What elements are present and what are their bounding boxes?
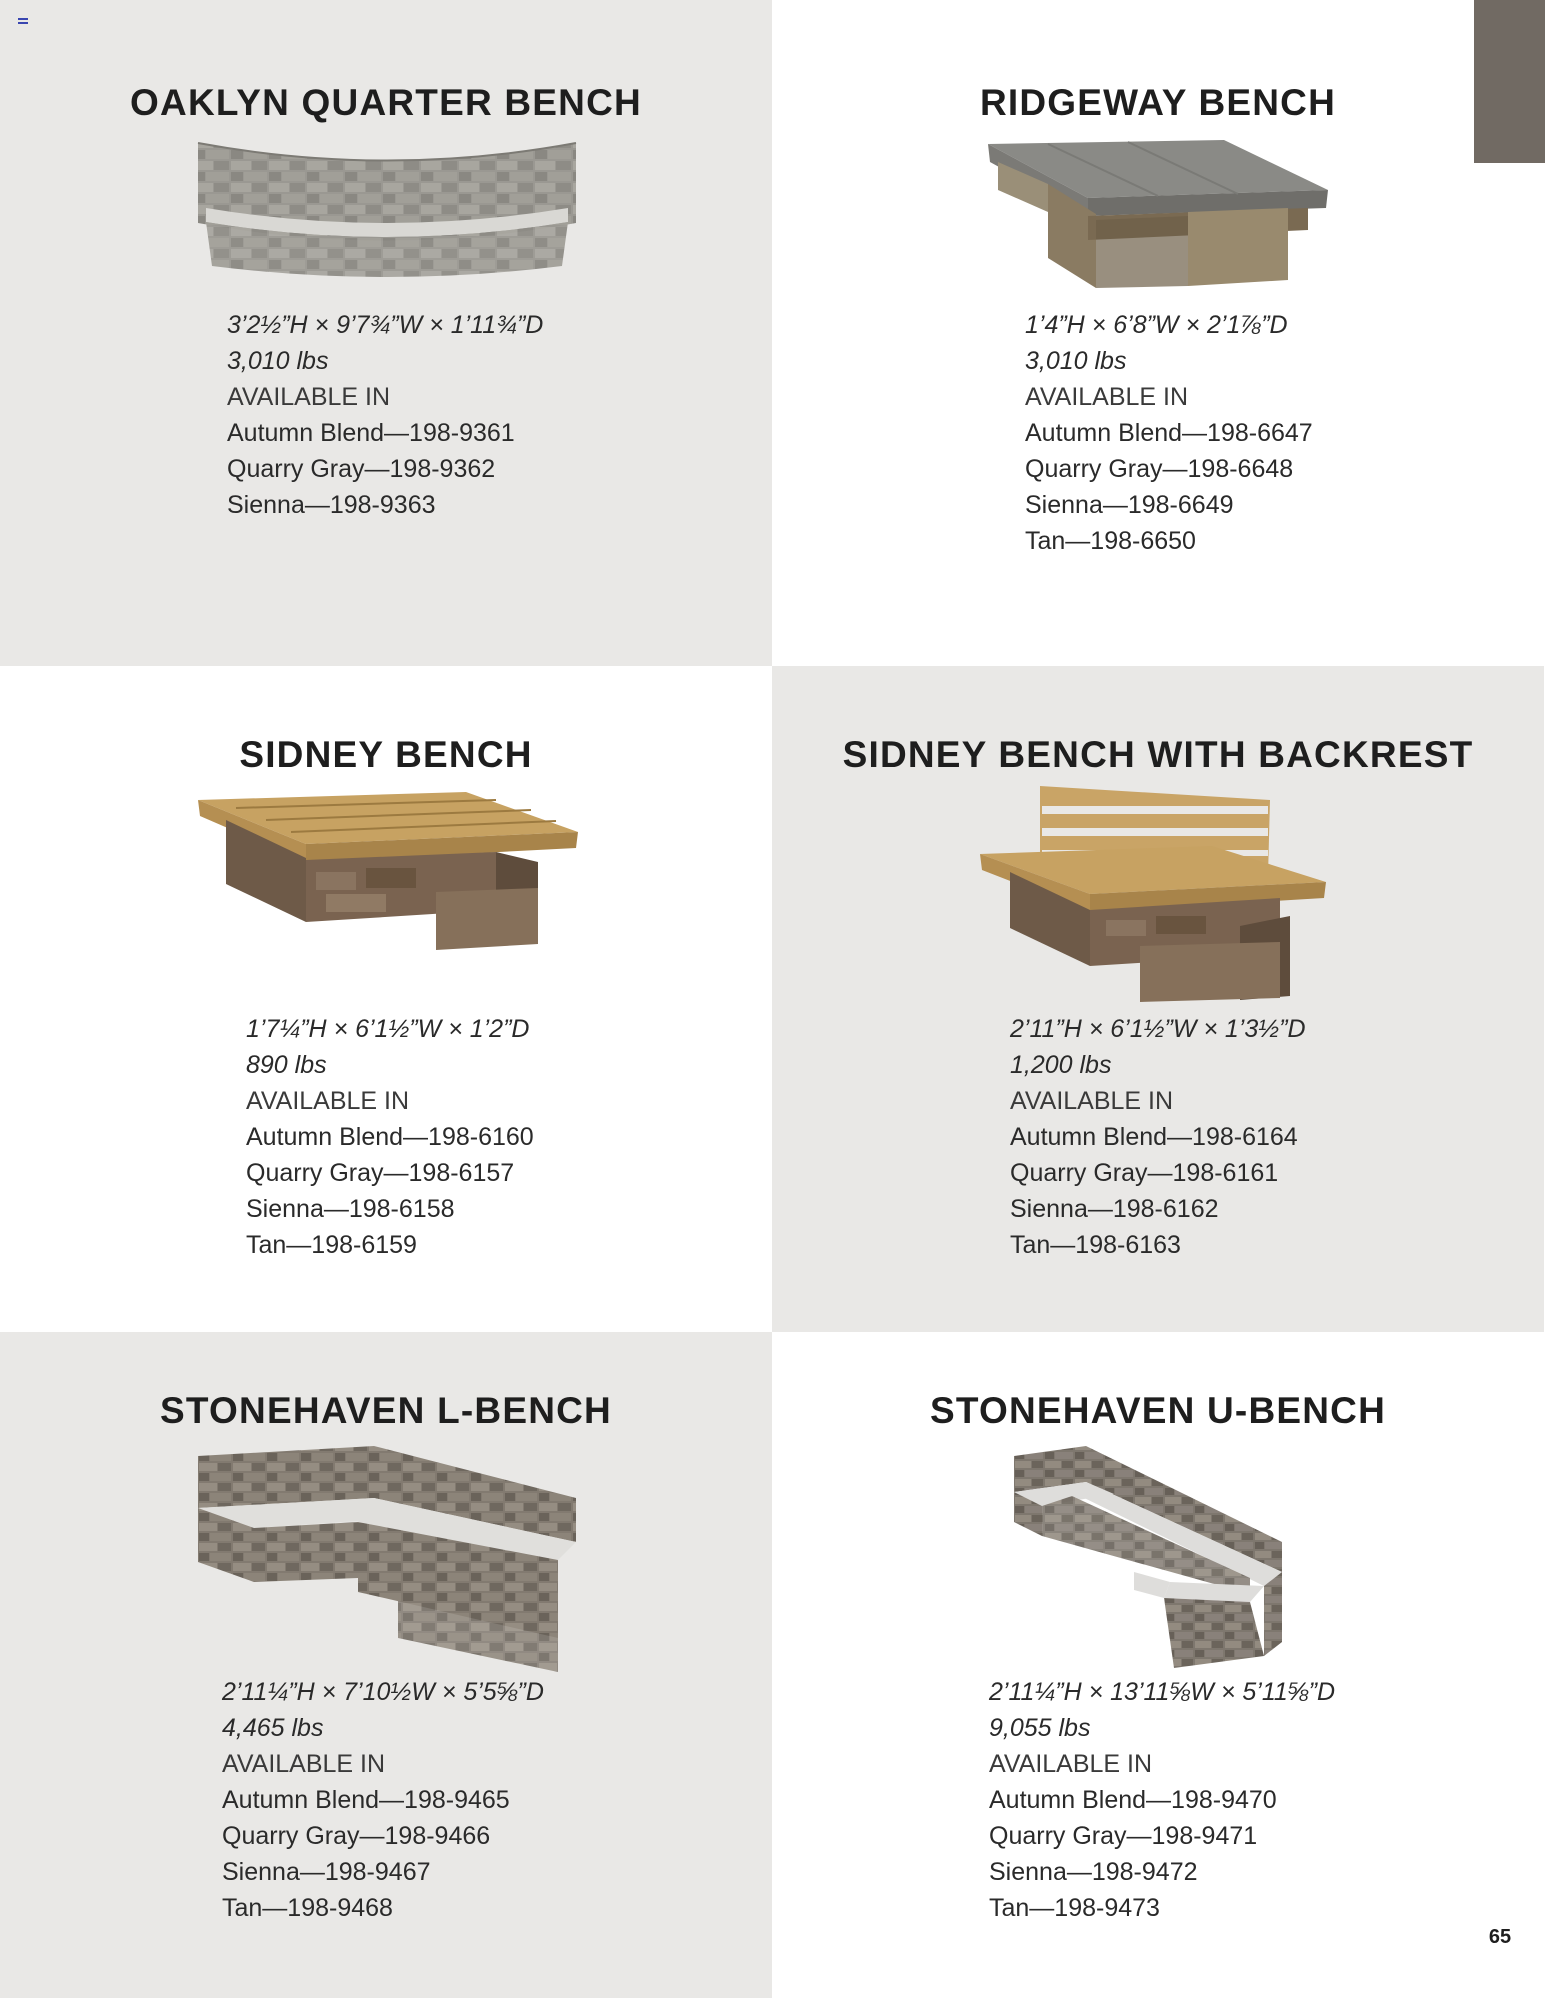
product-card-stonehaven-u-bench [772,1332,1544,1998]
product-specs [246,1011,534,1263]
product-dimensions: 2’11¼”H × 13’11⅝W × 5’11⅝”D [989,1678,1336,1706]
color-option: Sienna—198-9363 [227,491,436,519]
product-dimensions: 3’2½”H × 9’7¾”W × 1’11¾”D [227,311,544,339]
color-option: Autumn Blend—198-6164 [1010,1123,1298,1151]
color-option: Sienna—198-6162 [1010,1195,1219,1223]
product-title: STONEHAVEN L-BENCH [160,1390,612,1431]
color-option: Autumn Blend—198-9465 [222,1786,510,1814]
product-dimensions: 1’7¼”H × 6’1½”W × 1’2”D [246,1015,530,1043]
product-weight: 3,010 lbs [227,347,329,375]
color-option: Sienna—198-6649 [1025,491,1234,519]
available-in-label: AVAILABLE IN [227,383,391,411]
product-weight: 3,010 lbs [1025,347,1127,375]
color-option: Tan—198-6163 [1010,1231,1181,1259]
color-option: Autumn Blend—198-6647 [1025,419,1313,447]
product-title: RIDGEWAY BENCH [979,82,1337,123]
product-card-stonehaven-l-bench [0,1332,772,1998]
product-title: SIDNEY BENCH WITH BACKREST [842,734,1474,775]
product-title: OAKLYN QUARTER BENCH [130,82,642,123]
product-title: SIDNEY BENCH [239,734,533,775]
color-option: Autumn Blend—198-6160 [246,1123,534,1151]
color-option: Quarry Gray—198-6161 [1010,1159,1279,1187]
product-specs [1010,1011,1306,1263]
color-option: Sienna—198-9467 [222,1858,431,1886]
menu-icon[interactable] [18,18,28,26]
sidney-backrest-bench-image [980,786,1330,1006]
color-option: Autumn Blend—198-9470 [989,1786,1277,1814]
color-option: Sienna—198-6158 [246,1195,455,1223]
product-dimensions: 2’11”H × 6’1½”W × 1’3½”D [1010,1015,1306,1043]
color-option: Quarry Gray—198-6157 [246,1159,515,1187]
product-specs [1025,307,1313,559]
sidney-bench-image [196,792,581,952]
product-weight: 9,055 lbs [989,1714,1091,1742]
product-card-ridgeway-bench [772,0,1544,666]
section-tab [1474,0,1545,163]
color-option: Tan—198-6650 [1025,527,1196,555]
color-option: Quarry Gray—198-9466 [222,1822,491,1850]
product-dimensions: 1’4”H × 6’8”W × 2’1⅞”D [1025,311,1288,339]
available-in-label: AVAILABLE IN [246,1087,410,1115]
product-dimensions: 2’11¼”H × 7’10½W × 5’5⅝”D [222,1678,544,1706]
available-in-label: AVAILABLE IN [222,1750,386,1778]
product-weight: 4,465 lbs [222,1714,324,1742]
product-title: STONEHAVEN U-BENCH [929,1390,1387,1431]
color-option: Sienna—198-9472 [989,1858,1198,1886]
product-weight: 890 lbs [246,1051,327,1079]
product-specs [227,307,543,523]
product-specs [222,1674,544,1926]
color-option: Quarry Gray—198-6648 [1025,455,1294,483]
available-in-label: AVAILABLE IN [1010,1087,1174,1115]
color-option: Quarry Gray—198-9362 [227,455,496,483]
color-option: Tan—198-6159 [246,1231,417,1259]
color-option: Tan—198-9473 [989,1894,1160,1922]
stonehaven-l-bench-image [198,1442,578,1672]
product-weight: 1,200 lbs [1010,1051,1112,1079]
available-in-label: AVAILABLE IN [989,1750,1153,1778]
oaklyn-bench-image [192,138,582,278]
ridgeway-bench-image [988,140,1333,290]
available-in-label: AVAILABLE IN [1025,383,1189,411]
color-option: Autumn Blend—198-9361 [227,419,515,447]
product-specs [989,1674,1335,1926]
color-option: Tan—198-9468 [222,1894,393,1922]
color-option: Quarry Gray—198-9471 [989,1822,1258,1850]
product-card-sidney-bench-with-backrest [772,666,1544,1332]
product-card-oaklyn-quarter-bench [0,0,772,666]
stonehaven-u-bench-image [1014,1442,1304,1672]
product-card-sidney-bench [0,666,772,1332]
page-number: 65 [1488,1926,1512,1948]
